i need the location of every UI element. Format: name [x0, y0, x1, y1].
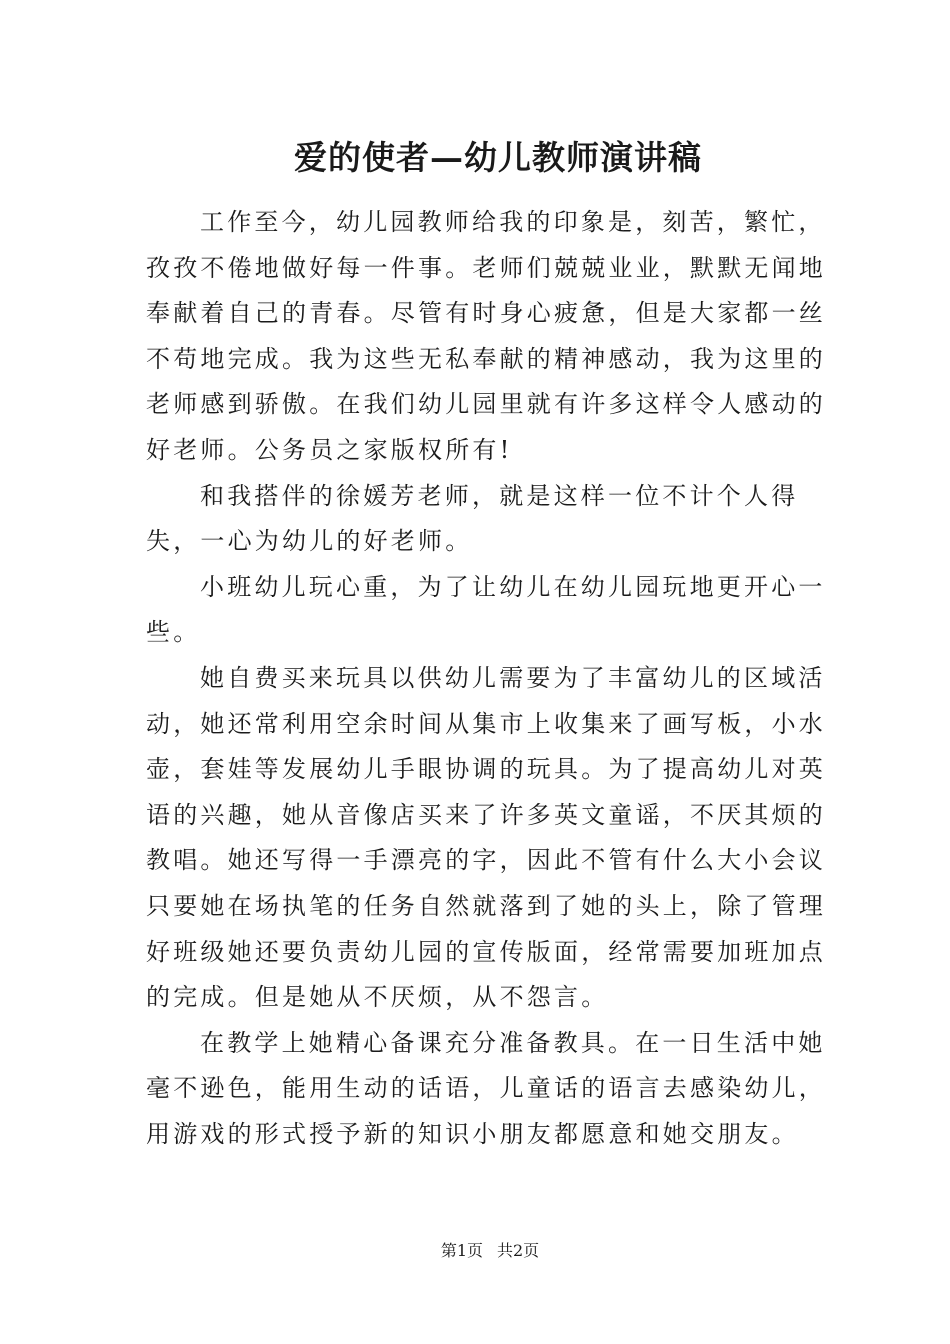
page-number: 第1页	[440, 1241, 483, 1260]
document-title: 爱的使者—幼儿教师演讲稿	[294, 138, 702, 177]
paragraph-3: 小班幼儿玩心重，为了让幼儿在幼儿园玩地更开心一些。	[146, 572, 826, 647]
paragraph-5: 在教学上她精心备课充分准备教具。在一日生活中她毫不逊色，能用生动的话语，儿童话的语言去感染幼儿，用游戏的形式授予新的知识小朋友都愿意和她交朋友。	[146, 1028, 826, 1148]
paragraph-4: 她自费买来玩具以供幼儿需要为了丰富幼儿的区域活动，她还常利用空余时间从集市上收集来了画写板，小水壶，套娃等发展幼儿手眼协调的玩具。为了提高幼儿对英语的兴趣，她从音像店买来了许多英文童谣，不厌其烦的教唱。她还写得一手漂亮的字，因此不管有什么大小会议只要她在场执笔的任务自然就落到了她的头上，除了管理好班级她还要负责幼儿园的宣传版面，经常需要加班加点的完成。但是她从不厌烦，从不怨言。	[146, 663, 826, 1012]
paragraph-1: 工作至今，幼儿园教师给我的印象是，刻苦，繁忙，孜孜不倦地做好每一件事。老师们兢兢业业，默默无闻地奉献着自己的青春。尽管有时身心疲惫，但是大家都一丝不苟地完成。我为这些无私奉献的精神感动，我为这里的老师感到骄傲。在我们幼儿园里就有许多这样令人感动的好老师。公务员之家版权所有!	[146, 208, 826, 464]
page-footer	[0, 1240, 950, 1262]
page-total: 共2页	[497, 1241, 540, 1260]
document-body	[146, 200, 826, 1157]
paragraph-2: 和我搭伴的徐媛芳老师，就是这样一位不计个人得失，一心为幼儿的好老师。	[146, 481, 799, 556]
